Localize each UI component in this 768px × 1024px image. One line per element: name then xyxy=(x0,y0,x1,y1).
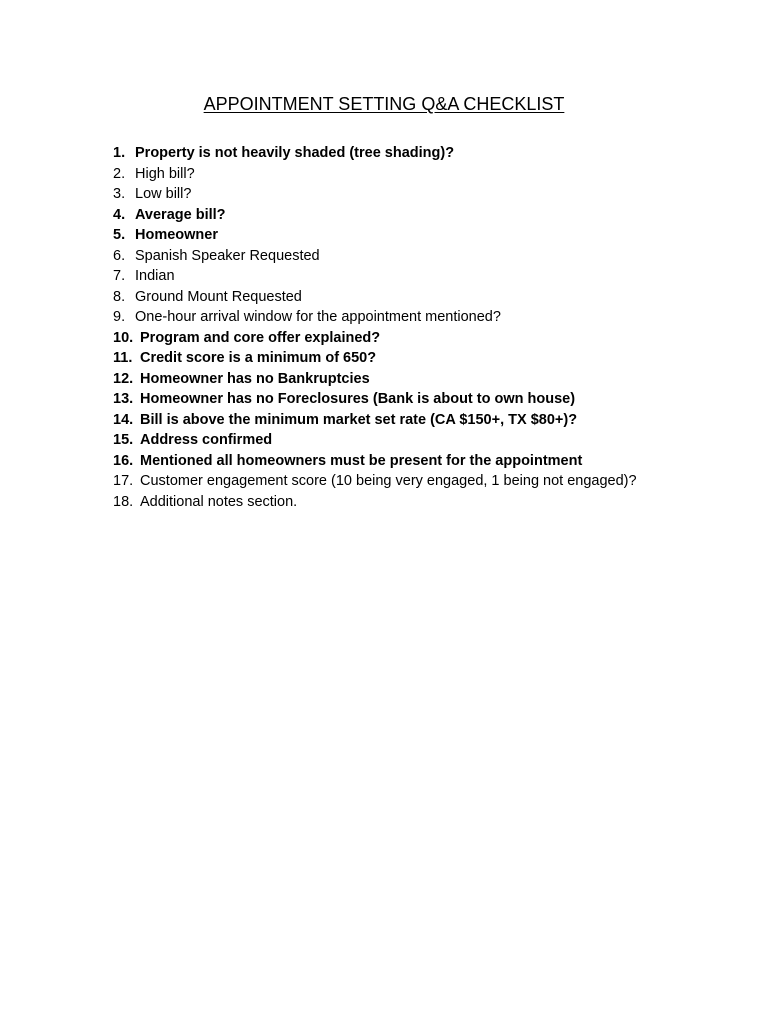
item-text: Average bill? xyxy=(135,206,226,223)
item-number: 8. xyxy=(113,288,126,305)
item-number: 7. xyxy=(113,268,126,284)
checklist-item-15 xyxy=(113,430,637,451)
item-text: Homeowner xyxy=(135,227,218,243)
item-text: One-hour arrival window for the appointment mentioned? xyxy=(135,309,501,325)
item-text: Ground Mount Requested xyxy=(135,288,302,305)
item-number: 12. xyxy=(113,370,134,387)
item-text: Program and core offer explained? xyxy=(140,329,381,346)
item-number: 18. xyxy=(113,493,134,510)
item-text: Additional notes section. xyxy=(140,493,298,510)
checklist-item-10 xyxy=(113,328,637,349)
item-text: Address confirmed xyxy=(140,432,273,448)
item-number: 14. xyxy=(113,411,134,428)
item-number: 9. xyxy=(113,309,126,325)
item-number: 6. xyxy=(113,247,126,264)
checklist-item-18 xyxy=(113,492,637,513)
item-text: Spanish Speaker Requested xyxy=(135,247,320,264)
checklist-item-14 xyxy=(113,410,637,431)
checklist-item-4 xyxy=(113,205,637,226)
item-text: Property is not heavily shaded (tree shading)? xyxy=(135,145,455,161)
checklist-item-12 xyxy=(113,369,637,390)
checklist-item-11 xyxy=(113,348,637,369)
item-text: High bill? xyxy=(135,165,195,182)
checklist-item-6 xyxy=(113,246,637,267)
item-text: Credit score is a minimum of 650? xyxy=(140,350,377,366)
item-text: Indian xyxy=(135,268,175,284)
item-number: 13. xyxy=(113,391,134,407)
item-text: Mentioned all homeowners must be present for the appointment xyxy=(140,452,583,469)
checklist xyxy=(113,143,637,512)
item-number: 3. xyxy=(113,186,126,202)
item-number: 5. xyxy=(113,227,126,243)
item-number: 11. xyxy=(113,350,133,366)
checklist-item-16 xyxy=(113,451,637,472)
checklist-item-8 xyxy=(113,287,637,308)
document-title: APPOINTMENT SETTING Q&A CHECKLIST xyxy=(203,94,565,114)
item-text: Homeowner has no Bankruptcies xyxy=(140,370,370,387)
item-number: 17. xyxy=(113,473,134,489)
item-text: Customer engagement score (10 being very engaged, 1 being not engaged)? xyxy=(140,473,637,489)
item-text: Low bill? xyxy=(135,186,192,202)
checklist-item-1 xyxy=(113,143,637,164)
item-text: Bill is above the minimum market set rate (CA $150+, TX $80+)? xyxy=(140,411,578,428)
checklist-item-5 xyxy=(113,225,637,246)
item-text: Homeowner has no Foreclosures (Bank is about to own house) xyxy=(140,391,576,407)
item-number: 2. xyxy=(113,165,126,182)
checklist-item-7 xyxy=(113,266,637,287)
checklist-item-9 xyxy=(113,307,637,328)
item-number: 1. xyxy=(113,145,126,161)
checklist-item-17 xyxy=(113,471,637,492)
item-number: 10. xyxy=(113,329,134,346)
item-number: 16. xyxy=(113,452,134,469)
item-number: 4. xyxy=(113,206,126,223)
checklist-item-3 xyxy=(113,184,637,205)
checklist-item-2 xyxy=(113,164,637,185)
item-number: 15. xyxy=(113,432,134,448)
checklist-item-13 xyxy=(113,389,637,410)
